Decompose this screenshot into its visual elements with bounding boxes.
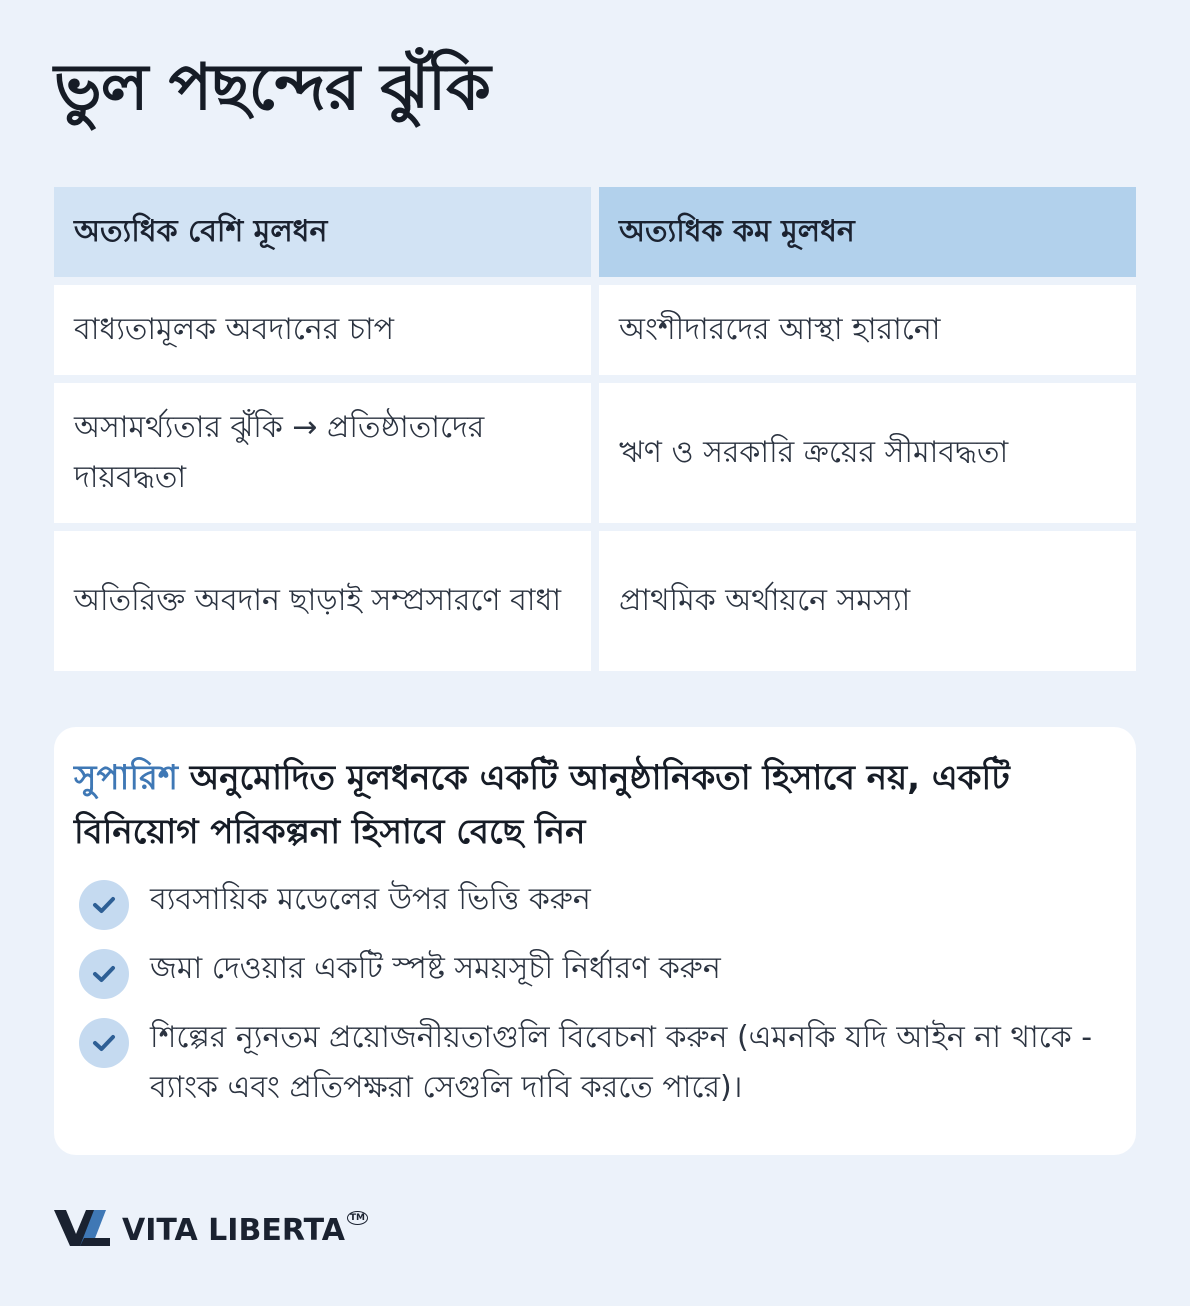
table-cell: অংশীদারদের আস্থা হারানো	[599, 285, 1136, 375]
recommendation-label: সুপারিশ	[74, 758, 178, 798]
recommendation-card	[54, 727, 1136, 1155]
check-icon	[79, 949, 129, 999]
vita-liberta-logo-icon	[54, 1208, 110, 1252]
recommendation-heading	[74, 751, 1116, 859]
check-icon	[79, 880, 129, 930]
column-header-too-low-capital: অত্যধিক কম মূলধন	[599, 187, 1136, 277]
brand-logo	[54, 1208, 368, 1252]
page-title: ভুল পছন্দের ঝুঁকি	[54, 51, 490, 125]
list-item	[74, 944, 1116, 999]
recommendation-checklist	[74, 875, 1116, 1113]
table-cell: অসামর্থ্যতার ঝুঁকি → প্রতিষ্ঠাতাদের দায়বদ্ধতা	[54, 383, 591, 523]
list-item	[74, 1013, 1116, 1113]
risk-comparison-table	[54, 187, 1136, 671]
table-cell: অতিরিক্ত অবদান ছাড়াই সম্প্রসারণে বাধা	[54, 531, 591, 671]
table-cell: প্রাথমিক অর্থায়নে সমস্যা	[599, 531, 1136, 671]
column-header-too-high-capital: অত্যধিক বেশি মূলধন	[54, 187, 591, 277]
recommendation-text: অনুমোদিত মূলধনকে একটি আনুষ্ঠানিকতা হিসাবে নয়, একটি বিনিয়োগ পরিকল্পনা হিসাবে বেছে নিন	[74, 758, 1010, 852]
list-item	[74, 875, 1116, 930]
list-item-text: জমা দেওয়ার একটি স্পষ্ট সময়সূচী নির্ধারণ করুন	[150, 951, 721, 986]
brand-name: VITA LIBERTA	[122, 1212, 345, 1248]
trademark-mark: TM	[347, 1211, 368, 1225]
list-item-text: ব্যবসায়িক মডেলের উপর ভিত্তি করুন	[150, 882, 591, 917]
table-cell: বাধ্যতামূলক অবদানের চাপ	[54, 285, 591, 375]
check-icon	[79, 1018, 129, 1068]
list-item-text: শিল্পের ন্যূনতম প্রয়োজনীয়তাগুলি বিবেচনা করুন (এমনকি যদি আইন না থাকে - ব্যাংক এবং প্রতিপক্ষরা সেগুলি দাবি করতে পারে)।	[150, 1020, 1093, 1105]
table-cell: ঋণ ও সরকারি ক্রয়ের সীমাবদ্ধতা	[599, 383, 1136, 523]
